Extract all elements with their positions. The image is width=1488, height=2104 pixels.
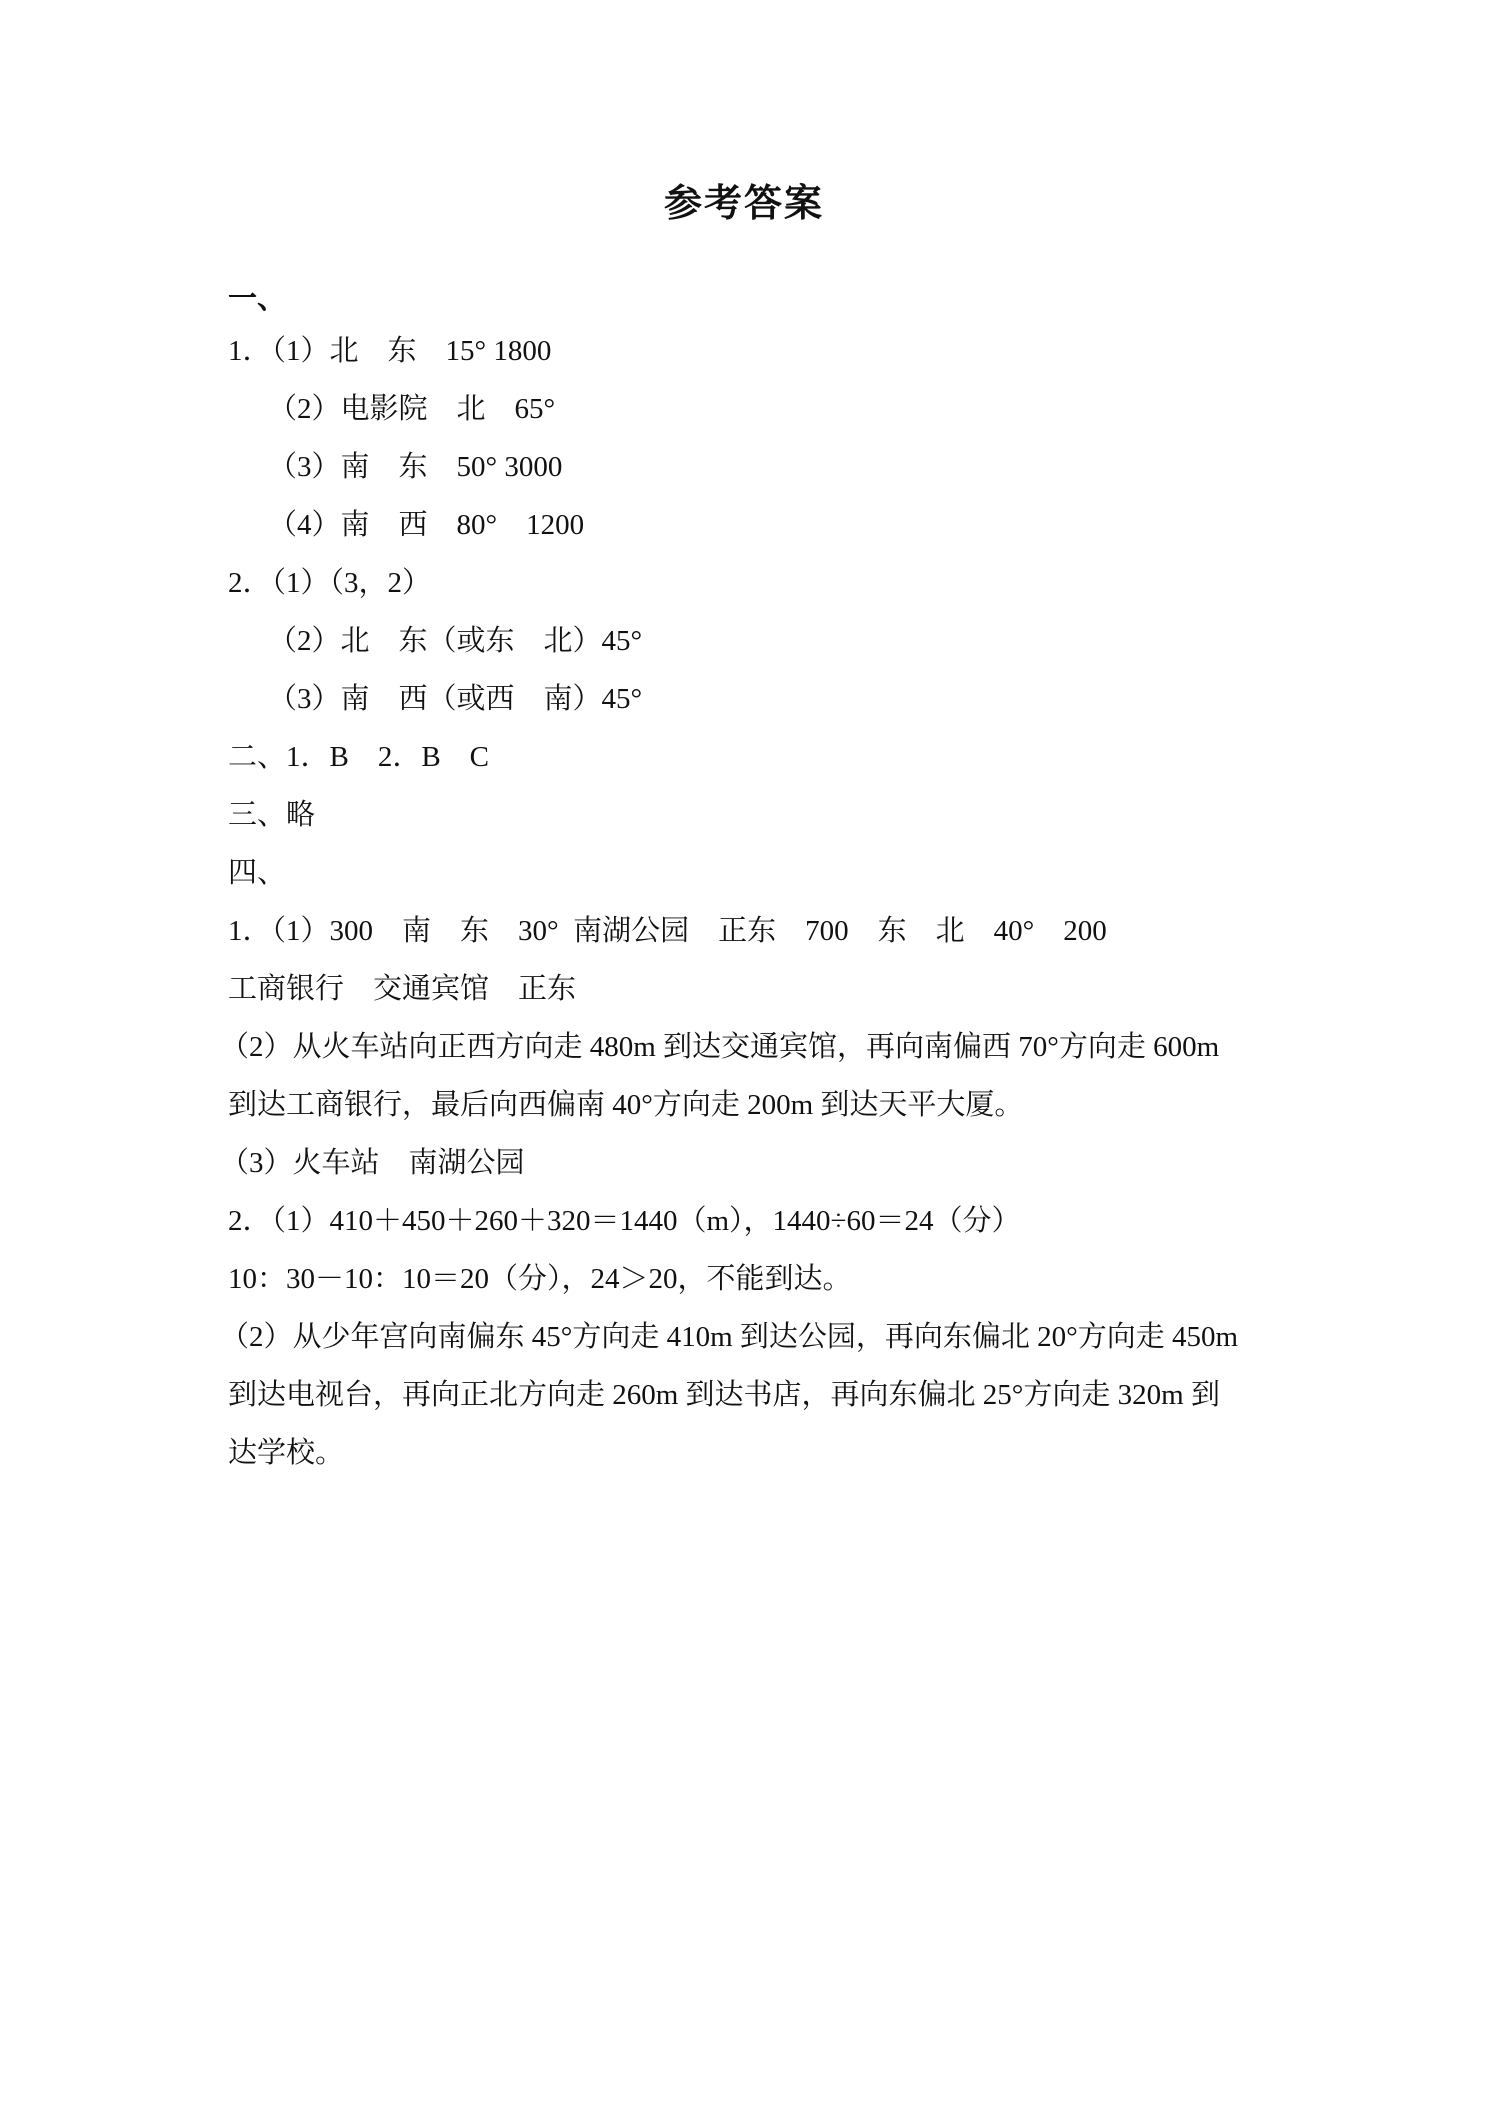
answer-line-1-1: 1．（1）北 东 15° 1800	[228, 335, 552, 367]
answer-line-1-2: （2）电影院 北 65°	[268, 393, 556, 425]
answer-line-2-3: （3）南 西（或西 南）45°	[268, 683, 643, 715]
answer-line-4-2b: 10：30－10：10＝20（分），24＞20，不能到达。	[228, 1263, 852, 1295]
section-heading-four: 四、	[228, 857, 287, 889]
answer-line-4-1b: 工商银行 交通宾馆 正东	[228, 973, 577, 1005]
answer-line-4-1d: 到达工商银行，最后向西偏南 40°方向走 200m 到达天平大厦。	[228, 1089, 1024, 1121]
answer-line-2-2: （2）北 东（或东 北）45°	[268, 625, 643, 657]
section-three-answers: 三、略	[228, 799, 316, 831]
answer-line-4-1c: （2）从火车站向正西方向走 480m 到达交通宾馆，再向南偏西 70°方向走 600m	[220, 1031, 1220, 1063]
section-two-answers: 二、1．B 2．B C	[228, 741, 490, 773]
answer-line-1-4: （4）南 西 80° 1200	[268, 509, 585, 541]
answer-line-2-1: 2．（1）（3，2）	[228, 567, 432, 599]
answer-line-1-3: （3）南 东 50° 3000	[268, 451, 563, 483]
answer-line-4-2d: 到达电视台，再向正北方向走 260m 到达书店，再向东偏北 25°方向走 320m 到	[228, 1379, 1220, 1411]
answer-line-4-2c: （2）从少年宫向南偏东 45°方向走 410m 到达公园，再向东偏北 20°方向走 450m	[220, 1321, 1239, 1353]
page-title: 参考答案	[663, 181, 824, 225]
answer-line-4-2a: 2．（1）410＋450＋260＋320＝1440（m），1440÷60＝24（分）	[228, 1205, 1021, 1237]
answer-line-4-1e: （3）火车站 南湖公园	[220, 1147, 525, 1179]
answer-line-4-1a: 1．（1）300 南 东 30° 南湖公园 正东 700 东 北 40° 200	[228, 915, 1107, 947]
section-heading-one: 一、	[228, 281, 287, 315]
answer-line-4-2e: 达学校。	[228, 1437, 345, 1469]
